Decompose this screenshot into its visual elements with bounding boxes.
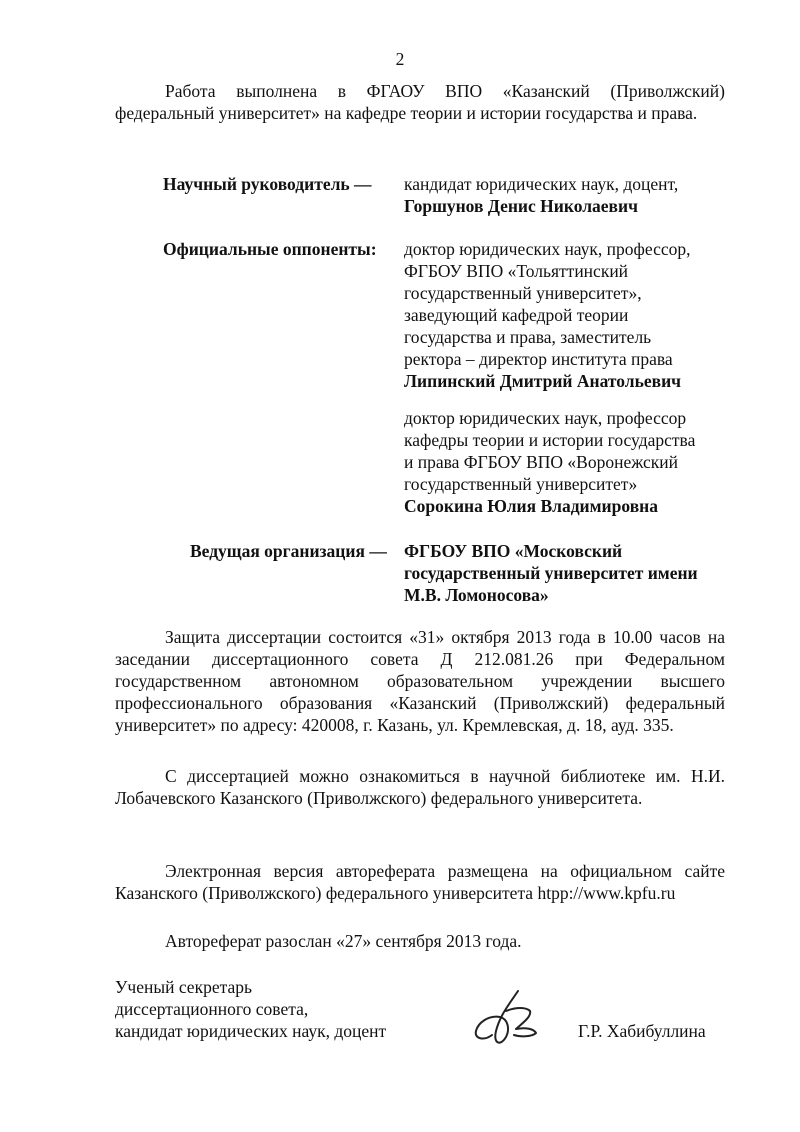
opponent-2-line: доктор юридических наук, профессор bbox=[404, 408, 687, 428]
opponent-1-line: доктор юридических наук, профессор, bbox=[404, 239, 691, 259]
secretary-line: диссертационного совета, bbox=[115, 999, 309, 1019]
leading-org-line: государственный университет имени bbox=[404, 563, 698, 583]
leading-org-label: Ведущая организация — bbox=[190, 541, 387, 561]
secretary-name: Г.Р. Хабибуллина bbox=[578, 1021, 706, 1041]
secretary-title bbox=[115, 976, 386, 1042]
supervisor-name: Горшунов Денис Николаевич bbox=[404, 196, 638, 216]
opponent-1-name: Липинский Дмитрий Анатольевич bbox=[404, 371, 682, 391]
defense-paragraph: Защита диссертации состоится «31» октября 2013 года в 10.00 часов на заседании диссертационного совета Д 212.081.26 при Федеральном государственном автономном образовательном учреждении высшего профессионального образования «Казанский (Приволжский) федеральный университет» по адресу: 420008, г. Казань, ул. Кремлевская, д. 18, ауд. 335. bbox=[115, 627, 725, 735]
sent-paragraph: Автореферат разослан «27» сентября 2013 года. bbox=[165, 931, 522, 951]
opponents-label: Официальные оппоненты: bbox=[163, 239, 377, 259]
library-paragraph: С диссертацией можно ознакомиться в научной библиотеке им. Н.И. Лобачевского Казанского (Приволжского) федерального университета. bbox=[115, 766, 725, 808]
opponent-1-details bbox=[404, 238, 691, 392]
opponent-2-details bbox=[404, 407, 695, 517]
leading-org-line: М.В. Ломоносова» bbox=[404, 585, 549, 605]
supervisor-details bbox=[404, 173, 678, 217]
signature-image bbox=[470, 985, 550, 1057]
opponent-2-line: государственный университет» bbox=[404, 474, 638, 494]
page-number: 2 bbox=[395, 49, 405, 69]
opponent-1-line: государственный университет», bbox=[404, 283, 642, 303]
supervisor-label: Научный руководитель — bbox=[163, 174, 372, 194]
intro-paragraph: Работа выполнена в ФГАОУ ВПО «Казанский (Приволжский) федеральный университет» на кафедре теории и истории государства и права. bbox=[115, 81, 725, 123]
opponent-1-line: ректора – директор института права bbox=[404, 349, 673, 369]
supervisor-line: кандидат юридических наук, доцент, bbox=[404, 174, 679, 194]
secretary-line: Ученый секретарь bbox=[115, 977, 252, 997]
opponent-2-name: Сорокина Юлия Владимировна bbox=[404, 496, 658, 516]
opponent-1-line: заведующий кафедрой теории bbox=[404, 305, 629, 325]
electronic-paragraph: Электронная версия автореферата размещена на официальном сайте Казанского (Приволжского) федерального университета htpp://www.kpfu.ru bbox=[115, 861, 725, 903]
opponent-1-line: ФГБОУ ВПО «Тольяттинский bbox=[404, 261, 629, 281]
opponent-2-line: и права ФГБОУ ВПО «Воронежский bbox=[404, 452, 678, 472]
opponent-1-line: государства и права, заместитель bbox=[404, 327, 652, 347]
opponent-2-line: кафедры теории и истории государства bbox=[404, 430, 696, 450]
leading-org-line: ФГБОУ ВПО «Московский bbox=[404, 541, 623, 561]
leading-org-details bbox=[404, 540, 698, 606]
secretary-line: кандидат юридических наук, доцент bbox=[115, 1021, 387, 1041]
